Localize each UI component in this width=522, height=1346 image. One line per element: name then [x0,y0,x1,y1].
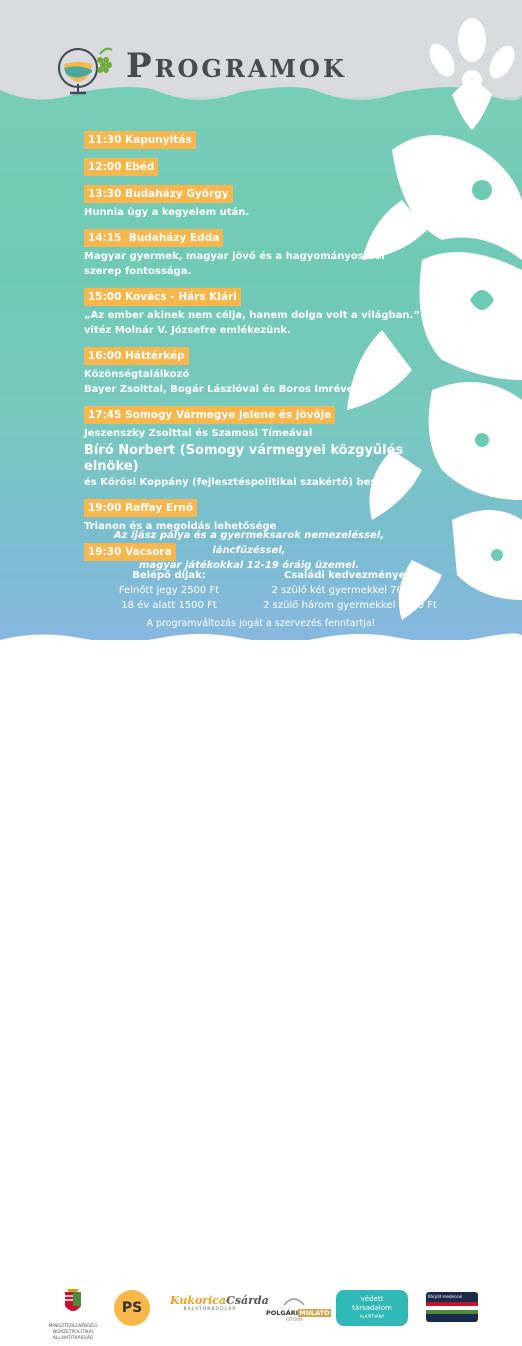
program-time-tag: 11:30 Kapunyitás [84,131,196,149]
coat-of-arms-icon [36,1286,110,1320]
family-line: 2 szülő három gyermekkel 8000 Ft [263,600,437,611]
program-item [84,285,444,338]
ministry-line: MINISZTERELNÖKSÉG [48,1324,98,1329]
family-heading: Családi kedvezmények: [284,570,416,581]
ministry-logo [36,1286,110,1340]
program-description: és Kőrösi Koppány (fejlesztéspolitikai szakértő) beszélget. [84,477,415,488]
program-description: „Az ember akinek nem célja, hanem dolga volt a világban.” [84,310,420,321]
program-description: Közönségtalálkozó [84,369,190,380]
program-description: Jeszenszky Zsolttal és Szamosi Tímeával [84,428,313,439]
vedett-line: társadalom [352,1304,392,1312]
sponsor-logos [0,1286,522,1346]
program-description: vitéz Molnár V. Józsefre emlékezünk. [84,325,291,336]
polgari-wordmark: POLGÁRIMULATÓ [266,1309,330,1317]
program-time-tag: 19:30 Vacsora [84,543,176,561]
kukorica-csarda-logo [170,1294,269,1312]
program-item [84,344,444,397]
program-list [84,128,444,567]
kukorica-location: BALATONBOGLÁR [183,1307,237,1312]
program-description-highlight: Bíró Norbert (Somogy vármegyei közgyűlés elnöke) [84,443,404,474]
vedett-tarsadalom-logo [336,1290,408,1326]
program-item [84,128,444,149]
arch-icon [282,1295,306,1305]
fee-line: 18 év alatt 1500 Ft [121,600,217,611]
note-line: magyar játékokkal 12-19 óráig üzemel. [138,560,360,571]
program-item [84,403,444,490]
program-item [84,226,444,279]
polgari-mulato-logo [266,1290,330,1326]
program-description: Bayer Zsolttal, Bogár Lászlóval és Boros Imrével [84,384,357,395]
ministry-name [36,1324,110,1342]
change-notice: A programváltozás jogát a szervezés fenntartja! [146,618,376,629]
footer-wave [0,600,522,645]
vedett-line: védett [360,1295,384,1303]
vedett-sub: ALAPÍTVÁNY [359,1314,385,1319]
fee-line: Felnőtt jegy 2500 Ft [118,585,220,596]
fees-heading: Belépő díjak: [132,570,206,581]
program-time-tag: 16:00 Háttérkép [84,347,189,365]
program-time-tag: 17:45 Somogy Vármegye jelene és jövője [84,406,335,424]
ps-logo: PS [114,1290,150,1326]
footer [0,640,522,1341]
kukorica-wordmark: KukoricaCsárda [170,1294,269,1307]
program-time-tag: 14:15 Budaházy Edda [84,229,223,247]
program-time-tag: 15:00 Kovács - Hárs Klári [84,288,241,306]
program-description: szerep fontossága. [84,266,192,277]
program-description: Hunnia ügy a kegyelem után. [84,207,250,218]
activities-note [84,528,414,573]
program-item [84,182,444,220]
program-description: Magyar gyermek, magyar jövő és a hagyományos női [84,251,385,262]
note-line: Az íjász pálya és a gyermeksarok nemezeléssel, láncfűzéssel, [113,530,385,556]
wine-glass-logo-icon [54,40,116,98]
program-description: Trianon és a megoldás lehetősége [84,521,277,532]
tricolor-logo [426,1292,478,1322]
program-item [84,155,444,176]
page-title: Programok [126,46,347,86]
program-time-tag: 12:00 Ebéd [84,158,158,176]
band-text: Kárpát-medencei [428,1294,463,1299]
program-time-tag: 19:00 Raffay Ernő [84,499,197,517]
program-time-tag: 13:30 Budaházy György [84,185,233,203]
family-line: 2 szülő két gyermekkel 7000 Ft [271,585,429,596]
ministry-line: NEMZETPOLITIKAI ÁLLAMTITKÁRSÁG [52,1330,94,1341]
polgari-sub: ASTORIA [285,1317,303,1322]
